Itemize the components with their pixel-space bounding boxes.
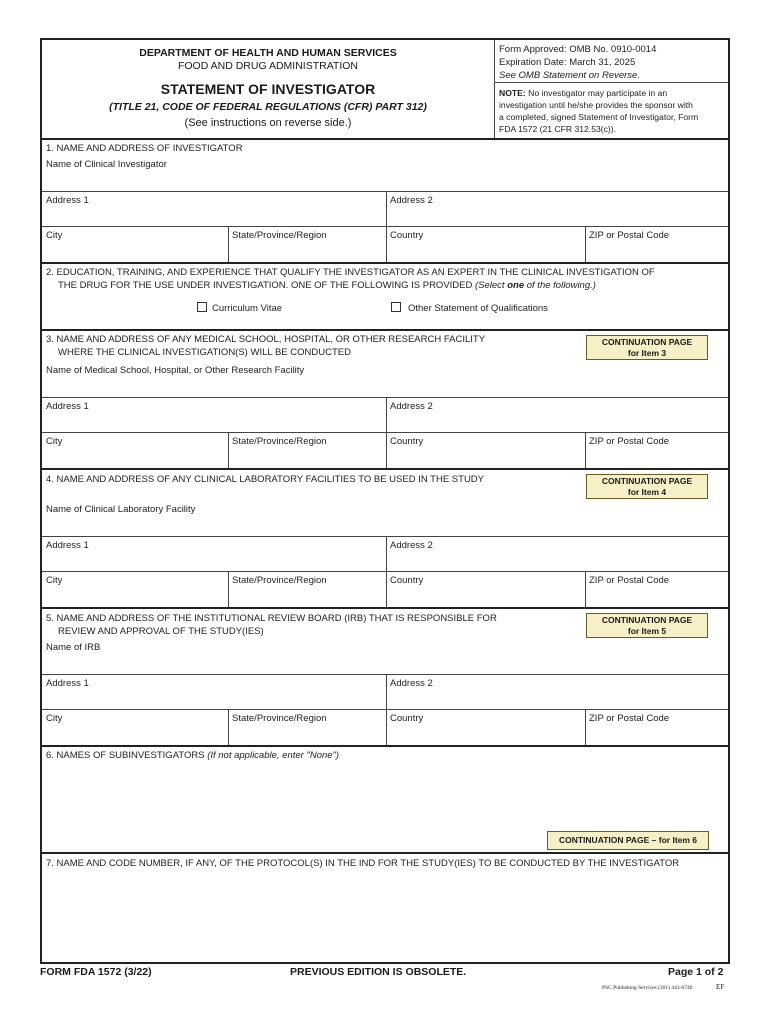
lab-facility-name-input[interactable] <box>44 517 728 536</box>
s3-country-input[interactable] <box>388 449 583 467</box>
s3-address1-label: Address 1 <box>46 401 89 412</box>
s4-country-input[interactable] <box>388 588 583 606</box>
form-identifier: FORM FDA 1572 (3/22) <box>40 966 152 978</box>
page-number: Page 1 of 2 <box>668 966 724 978</box>
agency-name: FOOD AND DRUG ADMINISTRATION <box>177 60 359 72</box>
expiration-date: Expiration Date: March 31, 2025 <box>499 57 636 68</box>
lab-facility-name-label: Name of Clinical Laboratory Facility <box>46 504 196 515</box>
instructions-note: (See instructions on reverse side.) <box>184 117 352 129</box>
curriculum-vitae-checkbox[interactable] <box>197 302 207 312</box>
facility-name-input[interactable] <box>44 378 728 397</box>
obsolete-notice: PREVIOUS EDITION IS OBSOLETE. <box>290 966 467 978</box>
s5-country-input[interactable] <box>388 726 583 744</box>
other-qualifications-checkbox[interactable] <box>391 302 401 312</box>
s4-address1-label: Address 1 <box>46 540 89 551</box>
section-3-title: 3. NAME AND ADDRESS OF ANY MEDICAL SCHOOL, HOSPITAL, OR OTHER RESEARCH FACILITY WHERE THE CLINICAL INVESTIGATION(S) WILL BE CONDUCTED <box>46 334 486 358</box>
section-1-title: 1. NAME AND ADDRESS OF INVESTIGATOR <box>46 143 243 154</box>
s4-address1-input[interactable] <box>44 553 384 571</box>
s5-state-label: State/Province/Region <box>232 713 327 724</box>
investigator-name-label: Name of Clinical Investigator <box>46 159 167 170</box>
s3-address2-label: Address 2 <box>390 401 433 412</box>
s4-address2-input[interactable] <box>388 553 728 571</box>
continuation-item-5-button[interactable]: CONTINUATION PAGE for Item 5 <box>586 613 708 638</box>
s3-city-input[interactable] <box>44 449 226 467</box>
s5-country-label: Country <box>390 713 424 724</box>
omb-number: Form Approved: OMB No. 0910-0014 <box>499 44 657 55</box>
s5-state-input[interactable] <box>230 726 384 744</box>
continuation-item-3-button[interactable]: CONTINUATION PAGE for Item 3 <box>586 335 708 360</box>
investigator-name-input[interactable] <box>44 171 728 191</box>
section-7-title: 7. NAME AND CODE NUMBER, IF ANY, OF THE PROTOCOL(S) IN THE IND FOR THE STUDY(IES) TO BE CONDUCTED BY THE INVESTIGATOR <box>46 858 680 869</box>
section-2-title: 2. EDUCATION, TRAINING, AND EXPERIENCE THAT QUALIFY THE INVESTIGATOR AS AN EXPERT IN THE CLINICAL INVESTIGATION OF THE DRUG FOR THE USE UNDER INVESTIGATION. ONE OF THE FOLLOWING IS PROVIDED (Select one of the following.) <box>46 267 655 291</box>
s3-address2-input[interactable] <box>388 414 728 432</box>
s3-state-input[interactable] <box>230 449 384 467</box>
s1-address1-label: Address 1 <box>46 195 89 206</box>
irb-name-label: Name of IRB <box>46 642 101 653</box>
s5-address1-label: Address 1 <box>46 678 89 689</box>
s1-address1-input[interactable] <box>44 208 384 226</box>
s1-country-label: Country <box>390 230 424 241</box>
s3-city-label: City <box>46 436 63 447</box>
s5-zip-label: ZIP or Postal Code <box>589 713 670 724</box>
other-qualifications-label: Other Statement of Qualifications <box>408 303 548 314</box>
s1-city-input[interactable] <box>44 243 226 261</box>
section-5-title: 5. NAME AND ADDRESS OF THE INSTITUTIONAL REVIEW BOARD (IRB) THAT IS RESPONSIBLE FOR REVIEW AND APPROVAL OF THE STUDY(IES) <box>46 613 497 637</box>
curriculum-vitae-label: Curriculum Vitae <box>212 303 283 314</box>
s3-zip-label: ZIP or Postal Code <box>589 436 670 447</box>
ef-mark: EF <box>716 983 725 991</box>
fda-1572-form <box>40 38 730 964</box>
protocols-textarea[interactable] <box>44 872 728 960</box>
omb-statement: See OMB Statement on Reverse. <box>499 70 640 81</box>
irb-name-input[interactable] <box>44 655 728 674</box>
publisher-credit: PSC Publishing Services (301) 443-6740 <box>602 985 693 991</box>
continuation-item-4-button[interactable]: CONTINUATION PAGE for Item 4 <box>586 474 708 499</box>
s1-zip-label: ZIP or Postal Code <box>589 230 670 241</box>
s1-address2-label: Address 2 <box>390 195 433 206</box>
s4-address2-label: Address 2 <box>390 540 433 551</box>
s5-city-label: City <box>46 713 63 724</box>
facility-name-label: Name of Medical School, Hospital, or Other Research Facility <box>46 365 305 376</box>
subinvestigators-textarea[interactable] <box>44 764 728 828</box>
s4-zip-label: ZIP or Postal Code <box>589 575 670 586</box>
s5-address1-input[interactable] <box>44 691 384 709</box>
form-title: STATEMENT OF INVESTIGATOR <box>160 81 376 97</box>
continuation-item-6-button[interactable]: CONTINUATION PAGE – for Item 6 <box>547 831 709 850</box>
s3-zip-input[interactable] <box>587 449 728 467</box>
s1-state-input[interactable] <box>230 243 384 261</box>
section-6-title: 6. NAMES OF SUBINVESTIGATORS (If not applicable, enter "None") <box>46 750 340 761</box>
s4-state-label: State/Province/Region <box>232 575 327 586</box>
s3-state-label: State/Province/Region <box>232 436 327 447</box>
s1-state-label: State/Province/Region <box>232 230 327 241</box>
form-subtitle: (TITLE 21, CODE OF FEDERAL REGULATIONS (CFR) PART 312) <box>109 101 427 113</box>
s1-zip-input[interactable] <box>587 243 728 261</box>
s1-address2-input[interactable] <box>388 208 728 226</box>
s4-state-input[interactable] <box>230 588 384 606</box>
s4-city-input[interactable] <box>44 588 226 606</box>
section-4-title: 4. NAME AND ADDRESS OF ANY CLINICAL LABORATORY FACILITIES TO BE USED IN THE STUDY <box>46 474 485 485</box>
s5-address2-input[interactable] <box>388 691 728 709</box>
s4-country-label: Country <box>390 575 424 586</box>
department-name: DEPARTMENT OF HEALTH AND HUMAN SERVICES <box>139 47 397 59</box>
note-block: NOTE: No investigator may participate in an investigation until he/she provides the sponsor with a completed, signed Statement of Investigator, Form FDA 1572 (21 CFR 312.53(c)). <box>499 88 699 134</box>
s4-city-label: City <box>46 575 63 586</box>
s5-address2-label: Address 2 <box>390 678 433 689</box>
s5-zip-input[interactable] <box>587 726 728 744</box>
s3-address1-input[interactable] <box>44 414 384 432</box>
s4-zip-input[interactable] <box>587 588 728 606</box>
s1-country-input[interactable] <box>388 243 583 261</box>
s3-country-label: Country <box>390 436 424 447</box>
s1-city-label: City <box>46 230 63 241</box>
s5-city-input[interactable] <box>44 726 226 744</box>
